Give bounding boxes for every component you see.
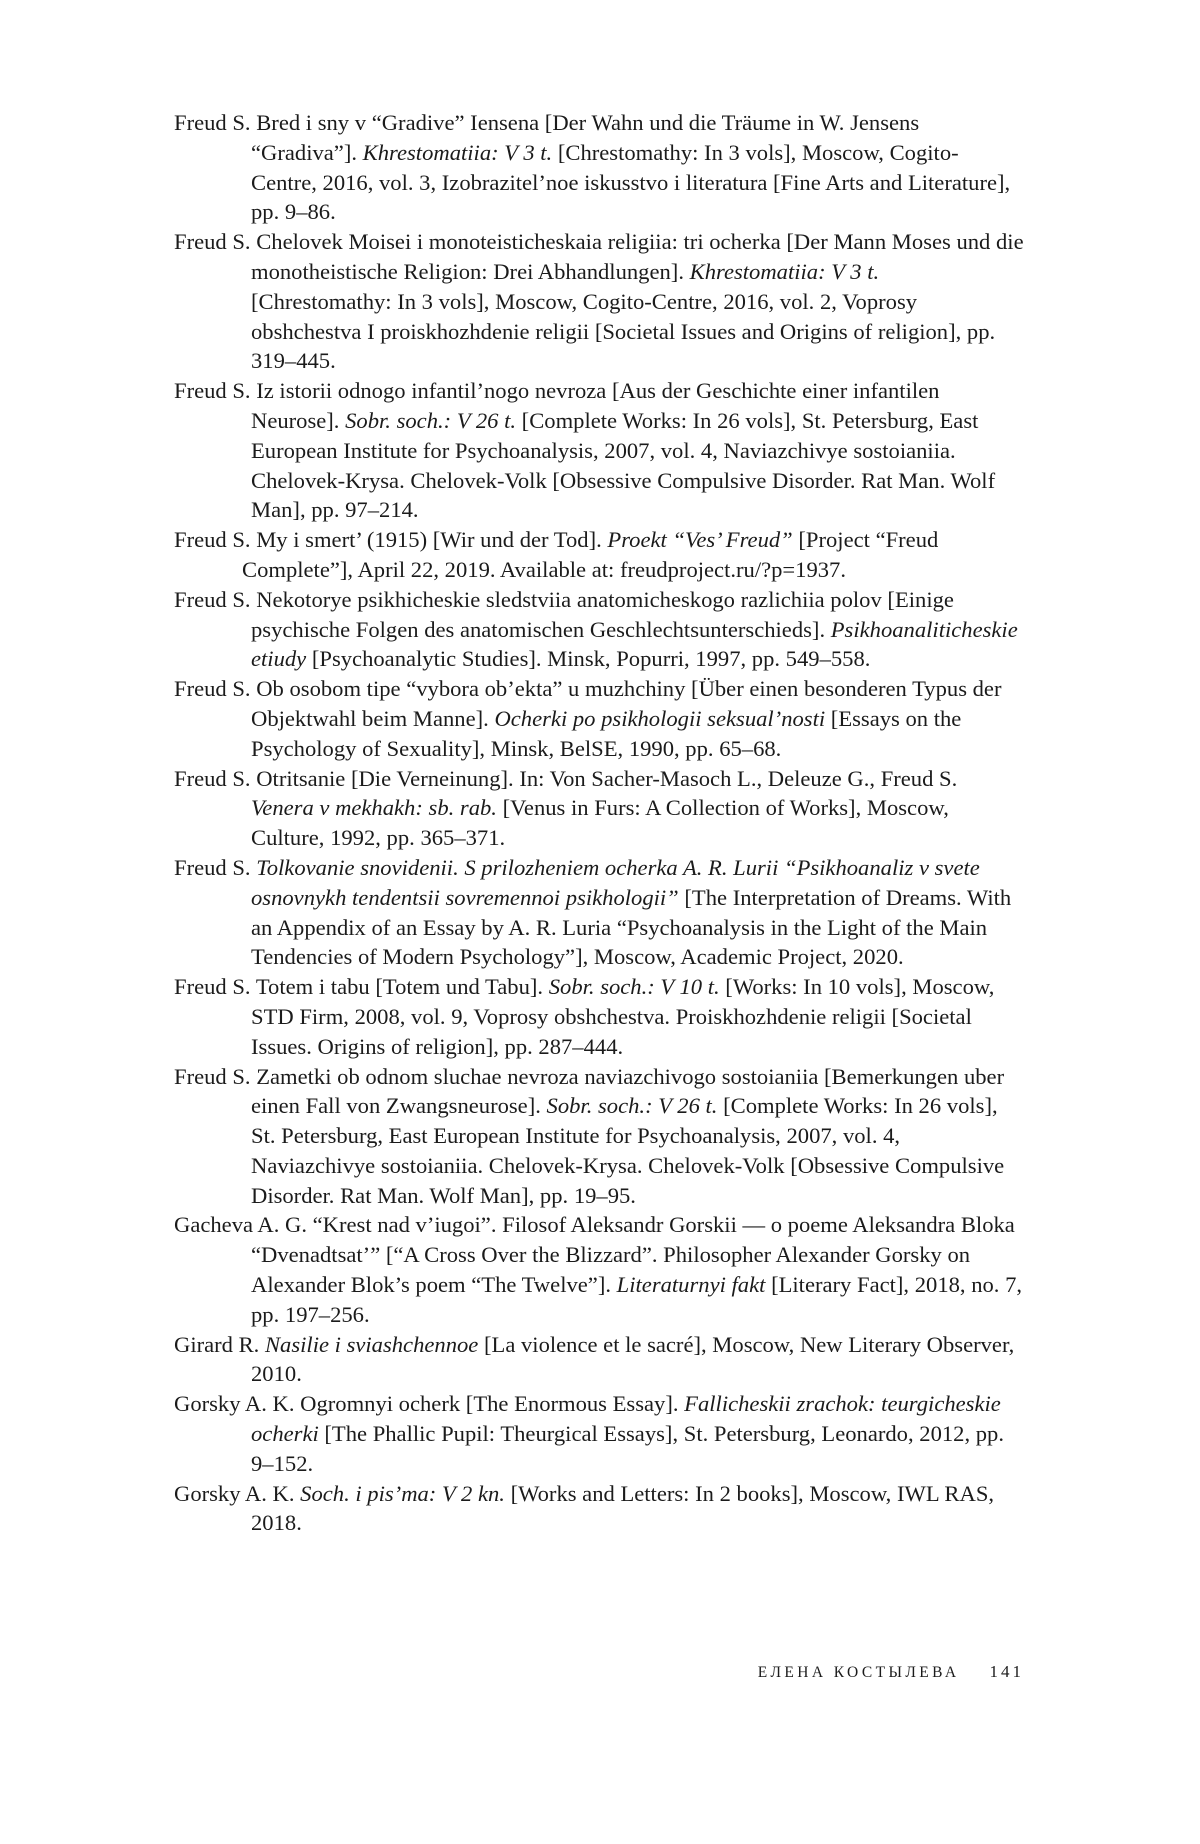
reference-text: Freud S. Zametki ob odnom sluchae nevroza naviazchivogo sostoianiia [Bemerkungen uber einen Fall von Zwangsneurose]. <box>174 1063 1005 1119</box>
reference-text: [Complete Works: In 26 vols], St. Petersburg, East European Institute for Psychoanalysis, 2007, vol. 4, Naviazchivye sostoianiia. Chelovek-Krysa. Chelovek-Volk [Obsessive Compulsive Disorder. Rat Man. Wolf Man], pp. 97–214. <box>251 407 996 523</box>
reference-text: [Project “Freud Complete”], April 22, 2019. Available at: freudproject.ru/?p=1937. <box>242 527 939 582</box>
reference-text: Freud S. Otritsanie [Die Verneinung]. In: Von Sacher-Masoch L., Deleuze G., Freud S. <box>174 765 958 791</box>
reference-text: Freud S. Bred i sny v “Gradive” Iensena [Der Wahn und die Träume in W. Jensens “Gradiva”]. <box>174 110 920 165</box>
reference-text: [Chrestomathy: In 3 vols], Moscow, Cogito-Centre, 2016, vol. 3, Izobrazitel’noe iskusstvo i literatura [Fine Arts and Literature], pp. 9–86. <box>251 139 1011 225</box>
reference-text: Freud S. Ob osobom tipe “vybora ob’ekta” u muzhchiny [Über einen besonderen Typus der Objektwahl beim Manne]. <box>174 676 1002 731</box>
reference-entry <box>174 1210 1024 1329</box>
reference-text: [La violence et le sacré], Moscow, New Literary Observer, 2010. <box>251 1331 1015 1387</box>
page-footer <box>690 1662 1024 1682</box>
reference-text: Freud S. Iz istorii odnogo infantil’nogo nevroza [Aus der Geschichte einer infantilen Neurose]. <box>174 378 940 433</box>
reference-entry <box>174 525 1024 585</box>
reference-entry <box>174 764 1024 853</box>
reference-entry <box>174 227 1024 376</box>
reference-title-italic: Fallicheskii zrachok: teurgicheskie ocherki <box>251 1391 1001 1447</box>
reference-title-italic: Sobr. soch.: V 10 t. <box>548 974 720 1000</box>
reference-text: Gorsky A. K. <box>174 1480 301 1506</box>
reference-text: Freud S. Nekotorye psikhicheskie sledstviia anatomicheskogo razlichiia polov [Einige psychische Folgen des anatomischen Geschlechtsunterschieds]. <box>174 586 954 642</box>
reference-text: Freud S. My i smert’ (1915) [Wir und der Tod]. <box>174 527 608 553</box>
reference-entry <box>174 1389 1024 1478</box>
reference-text: [The Interpretation of Dreams. With an Appendix of an Essay by A. R. Luria “Psychoanalysis in the Light of the Main Tendencies of Modern Psychology”], Moscow, Academic Project, 2020. <box>251 884 1012 970</box>
reference-title-italic: Proekt “Ves’ Freud” <box>607 527 793 553</box>
reference-entry <box>174 674 1024 763</box>
reference-title-italic: Sobr. soch.: V 26 t. <box>546 1093 718 1119</box>
reference-text: [The Phallic Pupil: Theurgical Essays], St. Petersburg, Leonardo, 2012, pp. 9–152. <box>251 1421 1004 1476</box>
reference-title-italic: Khrestomatiia: V 3 t. <box>689 258 880 284</box>
reference-text: Freud S. <box>174 854 257 880</box>
reference-text: [Works and Letters: In 2 books], Moscow, IWL RAS, 2018. <box>251 1480 995 1536</box>
reference-title-italic: Sobr. soch.: V 26 t. <box>345 407 517 433</box>
running-head-author: ЕЛЕНА КОСТЫЛЕВА <box>757 1664 960 1681</box>
reference-title-italic: Nasilie i sviashchennoe <box>264 1331 479 1357</box>
page-number: 141 <box>989 1662 1024 1681</box>
reference-entry <box>174 585 1024 674</box>
reference-title-italic: Literaturnyi fakt <box>616 1272 766 1298</box>
reference-text: [Venus in Furs: A Collection of Works], Moscow, Culture, 1992, pp. 365–371. <box>251 795 949 851</box>
reference-title-italic: Soch. i pis’ma: V 2 kn. <box>300 1480 505 1506</box>
reference-text: [Complete Works: In 26 vols], St. Petersburg, East European Institute for Psychoanalysis, 2007, vol. 4, Naviazchivye sostoianiia. Chelovek-Krysa. Chelovek-Volk [Obsessive Compulsive Disorder. Rat Man. Wolf Man], pp. 19–95. <box>251 1093 1005 1208</box>
reference-text: [Psychoanalytic Studies]. Minsk, Popurri, 1997, pp. 549–558. <box>306 646 871 672</box>
reference-text: Freud S. Chelovek Moisei i monoteisticheskaia religiia: tri ocherka [Der Mann Moses und die monotheistische Religion: Drei Abhandlungen]. <box>174 229 1024 284</box>
reference-entry <box>174 1062 1024 1211</box>
reference-entry <box>174 972 1024 1061</box>
reference-entry <box>174 1479 1024 1539</box>
reference-text: [Works: In 10 vols], Moscow, STD Firm, 2008, vol. 9, Voprosy obshchestva. Proiskhozhdenie religii [Societal Issues. Origins of religion], pp. 287–444. <box>251 974 995 1059</box>
reference-title-italic: Tolkovanie snovidenii. S prilozheniem ocherka A. R. Lurii “Psikhoanaliz v svete osnovnykh tendentsii sovremennoi psikhologii” <box>251 854 980 910</box>
reference-entry <box>174 853 1024 972</box>
reference-text: [Essays on the Psychology of Sexuality], Minsk, BelSE, 1990, pp. 65–68. <box>251 705 962 761</box>
reference-text: Girard R. <box>174 1331 265 1357</box>
reference-entry <box>174 376 1024 525</box>
reference-text: [Literary Fact], 2018, no. 7, pp. 197–256. <box>251 1272 1023 1327</box>
reference-text: Gorsky A. K. Ogromnyi ocherk [The Enormous Essay]. <box>174 1391 685 1417</box>
reference-text: Gacheva A. G. “Krest nad v’iugoi”. Filosof Aleksandr Gorskii — o poeme Aleksandra Bloka “Dvenadtsat’” [“A Cross Over the Blizzard”. Philosopher Alexander Gorsky on Alexander Blok’s poem “The Twelve”]. <box>174 1212 1015 1298</box>
reference-entry <box>174 108 1024 227</box>
reference-title-italic: Ocherki po psikhologii seksual’nosti <box>494 705 826 731</box>
reference-text: [Chrestomathy: In 3 vols], Moscow, Cogito-Centre, 2016, vol. 2, Voprosy obshchestva I proiskhozhdenie religii [Societal Issues and Origins of religion], pp. 319–445. <box>251 288 996 374</box>
reference-title-italic: Psikhoanaliticheskie etiudy <box>251 616 1018 672</box>
reference-title-italic: Venera v mekhakh: sb. rab. <box>251 795 497 821</box>
reference-title-italic: Khrestomatiia: V 3 t. <box>362 139 553 165</box>
reference-list <box>174 108 1024 1538</box>
reference-text: Freud S. Totem i tabu [Totem und Tabu]. <box>174 974 549 1000</box>
reference-entry <box>174 1330 1024 1390</box>
